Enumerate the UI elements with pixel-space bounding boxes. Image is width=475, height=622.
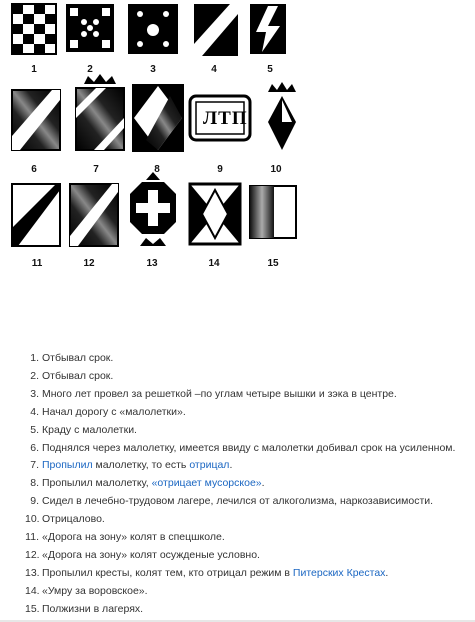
list-item	[25, 404, 470, 422]
list-item-text: «Умру за воровское».	[42, 584, 148, 597]
list-item-text: «Дорога на зону» колят осужденые условно.	[42, 548, 260, 561]
ring-number: 12	[83, 258, 95, 269]
ring-7-crown-stripe	[76, 74, 124, 150]
list-item	[25, 547, 470, 565]
ring-number: 9	[217, 164, 223, 175]
list-item	[25, 440, 470, 458]
list-item-text: Много лет провел за решеткой –по углам четыре вышки и зэка в центре.	[42, 387, 397, 400]
list-item-number: 12.	[25, 548, 40, 561]
list-item	[25, 565, 470, 583]
meanings-list	[25, 350, 470, 619]
list-item-number: 4.	[30, 405, 39, 418]
ring-3-dots	[128, 4, 178, 54]
list-item-text: Сидел в лечебно-трудовом лагере, лечился от алкоголизма, наркозависимости.	[42, 495, 434, 508]
inline-link[interactable]: Питерских Крестах	[292, 566, 386, 579]
list-item-number: 7.	[30, 459, 39, 472]
list-item	[25, 422, 470, 440]
list-item	[25, 475, 470, 493]
list-item-number: 10.	[25, 513, 40, 526]
ring-number: 5	[267, 64, 273, 75]
list-item	[25, 350, 470, 368]
ring-13-cross	[130, 172, 176, 246]
list-item	[25, 601, 470, 619]
list-item-text: Отбывал срок.	[42, 369, 114, 382]
ring-number: 10	[270, 164, 282, 175]
ring-4-diagonal	[194, 4, 238, 56]
list-item-text: Отрицалово.	[42, 513, 105, 526]
ring-11-line	[12, 184, 60, 246]
list-item	[25, 511, 470, 529]
list-item-number: 2.	[30, 369, 39, 382]
inline-link[interactable]: «отрицает мусорское»	[151, 477, 262, 490]
ring-5-lightning	[250, 4, 286, 54]
list-item-number: 13.	[25, 566, 40, 579]
list-item-text: Пропылил малолетку,	[42, 477, 152, 490]
ring-number: 3	[150, 64, 156, 75]
ring-number: 2	[87, 64, 93, 75]
ring-6-stripe	[12, 90, 60, 150]
ring-number: 13	[146, 258, 158, 269]
list-item-text: .	[261, 477, 265, 490]
list-item-text: Отбывал срок.	[42, 352, 114, 364]
ring-tattoo-figure	[0, 0, 310, 270]
list-item-number: 5.	[30, 423, 39, 436]
ring-number: 4	[211, 64, 217, 75]
ring-number: 1	[31, 64, 37, 75]
inline-link[interactable]: Пропылил	[42, 459, 93, 472]
ring-number: 11	[31, 258, 43, 269]
ring-12-shaded	[70, 184, 118, 246]
inline-link[interactable]: отрицал	[189, 459, 230, 472]
list-item-number: 9.	[30, 495, 39, 508]
ring-number: 6	[31, 164, 37, 175]
list-item	[25, 583, 470, 601]
ring-8-diamond	[132, 84, 184, 152]
list-item-text: .	[229, 459, 233, 472]
ring-number: 14	[208, 258, 220, 269]
list-item-number: 3.	[30, 387, 39, 400]
list-item	[25, 457, 470, 475]
list-item-text: Полжизни в лагерях.	[42, 602, 144, 615]
ring-1-checkerboard	[12, 4, 56, 54]
ring-9-text: ЛТП	[203, 108, 248, 129]
list-item-text: «Дорога на зону» колят в спецшколе.	[42, 531, 225, 544]
list-item	[25, 368, 470, 386]
ring-number: 8	[154, 164, 160, 175]
ring-number: 15	[267, 258, 279, 269]
list-item-number: 15.	[25, 602, 40, 615]
ring-10-crown-diamond	[268, 82, 296, 150]
list-item-number: 11.	[25, 531, 39, 544]
list-item	[25, 386, 470, 404]
list-item-text: .	[385, 566, 389, 579]
list-item-text: Начал дорогу с «малолетки».	[42, 405, 186, 418]
list-item-text: малолетку, то есть	[92, 459, 190, 472]
list-item	[25, 529, 470, 547]
ring-14-quadrants	[190, 184, 240, 244]
list-item-number: 6.	[30, 441, 39, 454]
ring-number: 7	[93, 164, 99, 175]
ring-2-towers	[66, 4, 114, 52]
list-item	[25, 493, 470, 511]
list-item-text: Поднялся через малолетку, имеется ввиду с малолетки добивал срок на усиленном.	[42, 441, 456, 454]
list-item-number: 1.	[30, 352, 39, 364]
ring-15-half	[250, 186, 296, 238]
list-item-text: Пропылил кресты, колят тем, кто отрицал режим в	[42, 566, 293, 579]
list-item-number: 8.	[30, 477, 39, 490]
list-item-number: 14.	[25, 584, 40, 597]
list-item-text: Краду с малолетки.	[42, 423, 137, 436]
